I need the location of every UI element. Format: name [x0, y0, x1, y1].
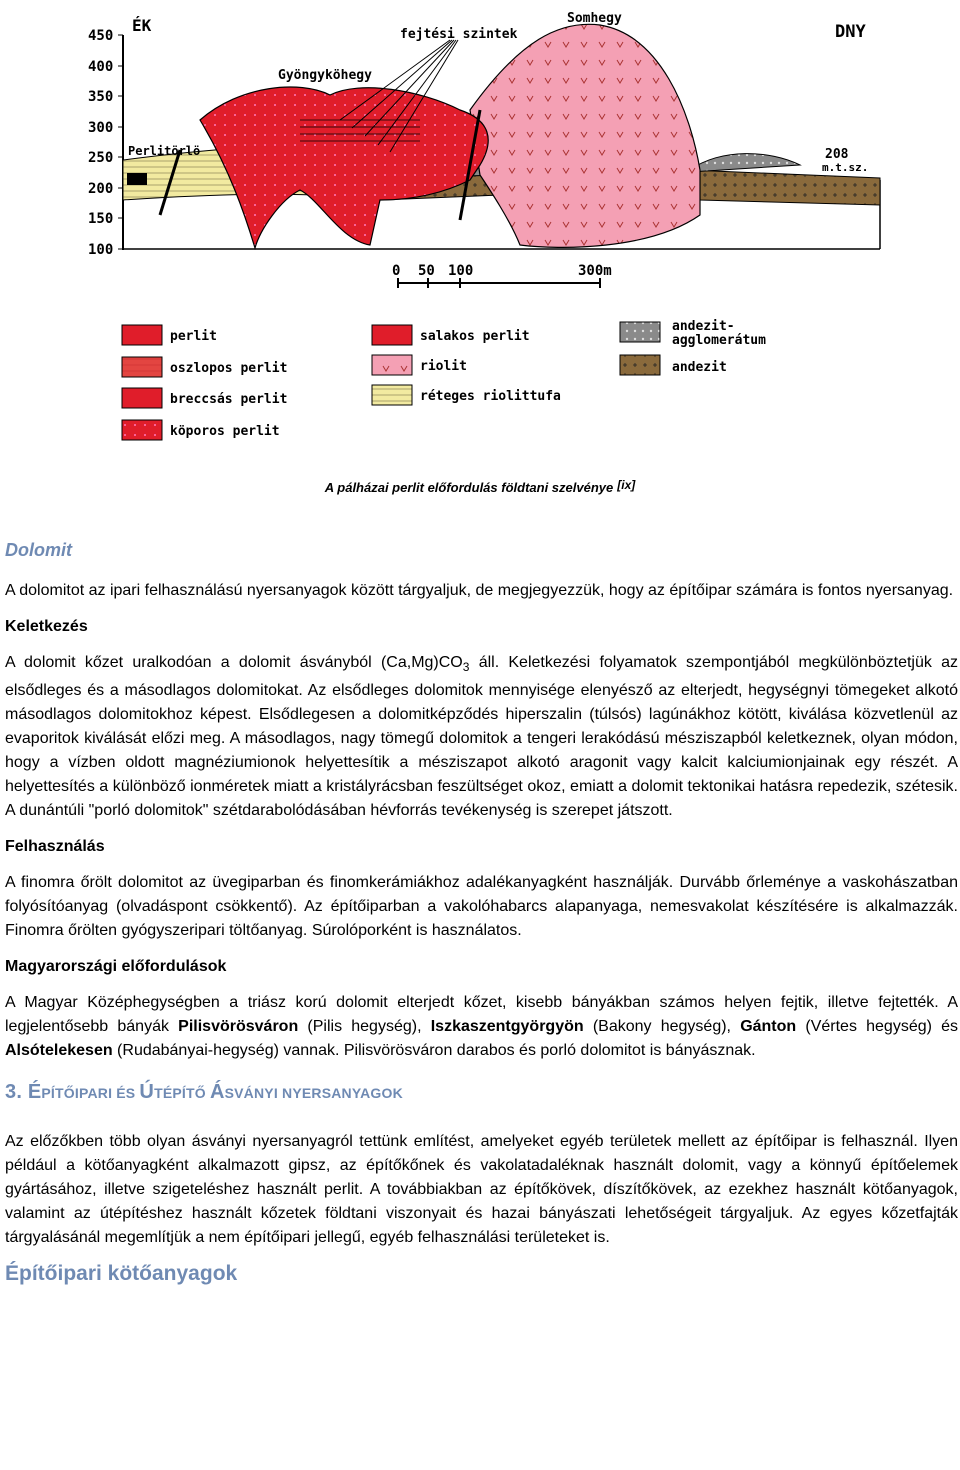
label-dny: DNY — [835, 22, 866, 42]
y-tick-350: 350 — [88, 89, 114, 105]
formula-subscript: 3 — [462, 660, 470, 675]
legend-perlit: perlit — [170, 329, 217, 344]
keletkezes-paragraph — [5, 651, 958, 823]
chapter-heading — [5, 1081, 958, 1104]
keletkezes-text-b: áll. Keletkezési folyamatok szempontjából megkülönböztetjük az elsődleges és a másodlagos dolomitokat. Az elsődleges dolomitok mennyisége elenyésző az elterjedt, hegységnyi tömegeket alkotó másodlagos dolomitokhoz képest. Elsődlegesen a dolomitképződés hiperszalin (túlsós) lagúnákhoz kötött, kiválása közvetlenül az evaporitok kiválását előzi meg. A másodlagos, nagy tömegű dolomitok a tengeri lerakódású mésziszapból keletkeznek, olyan módon, hogy a vízben oldott magnéziumionok helyettesítik a mésziszapot alkotó aragonit vagy kalcit kalciumionjainak egy részét. A helyettesítés a különböző ionméretek miatt a kristályrácsban feszültséget okoz, emiatt a dolomit tektonikai hatásra repedezik, szétesik. A dunántúli "porló dolomitok" szétdarabolódásában hévforrás tevékenység is szerepet játszott. — [5, 654, 959, 820]
caption-reference-link[interactable]: [ix] — [617, 478, 636, 492]
chapter-cap-3: Á — [209, 1081, 225, 1104]
legend-agglomeratum: agglomerátum — [672, 333, 766, 348]
section-title-dolomit: Dolomit — [5, 540, 72, 560]
elofordulasok-text-3: (Bakony hegység), — [583, 1018, 741, 1036]
chapter-rest-2: TÉPÍTŐ — [154, 1085, 210, 1102]
subheading-magyarorszagi-elofordulasok: Magyarországi előfordulások — [5, 958, 227, 976]
section-title-epitoipari-kotoanyagok: Építőipari kötőanyagok — [5, 1262, 238, 1286]
keletkezes-text-a: A dolomit kőzet uralkodóan a dolomit ásványból (Ca,Mg)CO — [5, 654, 463, 671]
label-perlitorlo: Perlitörlö — [128, 144, 201, 158]
place-ganton: Gánton — [740, 1018, 797, 1036]
legend-reteges-riolittufa: réteges riolittufa — [420, 389, 561, 404]
legend-riolit: riolit — [420, 359, 467, 374]
y-tick-100: 100 — [88, 242, 114, 258]
scale-50: 50 — [418, 263, 435, 279]
chapter-rest-1: PÍTŐIPARI ÉS — [41, 1085, 140, 1102]
label-ek: ÉK — [132, 16, 152, 35]
legend-breccsas-perlit: breccsás perlit — [170, 392, 288, 407]
geological-cross-section — [0, 0, 960, 460]
y-tick-400: 400 — [88, 59, 114, 75]
legend-koporos-perlit: köporos perlit — [170, 424, 280, 439]
place-alsotelekes: Alsótelekesen — [5, 1042, 113, 1060]
chapter-rest-3: SVÁNYI NYERSANYAGOK — [224, 1085, 403, 1102]
scale-100: 100 — [448, 263, 474, 279]
y-tick-200: 200 — [88, 181, 114, 197]
legend-andezit: andezit — [672, 360, 727, 375]
label-gyongykohegy: Gyöngyköhegy — [278, 68, 372, 83]
y-tick-150: 150 — [88, 211, 114, 227]
y-tick-250: 250 — [88, 150, 114, 166]
chapter-cap-1: É — [27, 1081, 42, 1104]
elofordulasok-text-4: (Vértes hegység) és — [796, 1018, 959, 1036]
scale-0: 0 — [392, 263, 401, 279]
figure-caption — [0, 478, 960, 495]
chapter-intro-paragraph: Az előzőkben több olyan ásványi nyersanyagról tettünk említést, amelyeket egyéb területek mellett az építőipar is felhasznál. Ilyen például a kötőanyagként alkalmazott gipsz, az építőkőnek és vakolatadaléknak használt dolomit, vagy a könnyű építőelemek gyártásához, illetve szigeteléshez használt perlit. A továbbiakban az építőkövek, díszítőkövek, az ezekhez használt kötőanyagok, valamint az útépítéshez használt kőzetek földtani viszonyait és hazai bányászati lehetőségeit tárgyaljuk. Az egyes kőzetfajták tárgyalásánál megemlítjük a nem építőipari jellegű, egyéb felhasználási területeket is. — [5, 1133, 958, 1247]
y-tick-300: 300 — [88, 120, 114, 136]
subheading-keletkezes: Keletkezés — [5, 618, 88, 635]
elofordulasok-paragraph — [5, 991, 958, 1063]
legend-andezit-dash: andezit- — [672, 319, 735, 334]
felhasznalas-paragraph: A finomra őrölt dolomitot az üvegiparban és finomkerámiákhoz adalékanyagként használják. Durvább őrleménye a vaskohászatban folyósítóanyag (olvadáspont csökkentő). Az építőiparban a vakolóhabarcs alapanyaga, nemesvakolat készítésére is alkalmazzák. Finomra őrölten gyógyszeripari töltőanyag. Súrolóporként is használatos. — [5, 874, 958, 940]
elofordulasok-text-5: (Rudabányai-hegység) vannak. Pilisvörösváron darabos és porló dolomitot is bányásznak. — [112, 1042, 756, 1060]
elofordulasok-text-1: A Magyar Középhegységben a triász korú dolomit elterjedt kőzet, kisebb bányákban számos helyen fejtik, illetve fejtették. A legjelentősebb bányák — [5, 994, 958, 1036]
chapter-number: 3. — [5, 1081, 28, 1104]
place-pilisvorosvar: Pilisvörösváron — [178, 1018, 299, 1036]
elofordulasok-text-2: (Pilis hegység), — [298, 1018, 431, 1036]
legend — [122, 319, 766, 440]
label-mtsz: m.t.sz. — [822, 161, 869, 174]
label-somhegy: Somhegy — [567, 11, 622, 26]
legend-salakos-perlit: salakos perlit — [420, 329, 530, 344]
scale-300m: 300m — [578, 263, 612, 279]
y-axis-ticks — [88, 28, 113, 258]
article-body — [5, 540, 958, 1286]
place-iszkaszentgyorgy: Iszkaszentgyörgyön — [430, 1018, 584, 1036]
subheading-felhasznalas: Felhasználás — [5, 838, 105, 856]
scale-bar — [392, 263, 612, 288]
chapter-cap-2: Ú — [139, 1081, 155, 1104]
y-tick-450: 450 — [88, 28, 114, 44]
label-208: 208 — [825, 147, 849, 162]
legend-oszlopos-perlit: oszlopos perlit — [170, 361, 288, 376]
caption-text: A pálházai perlit előfordulás földtani szelvénye — [324, 480, 614, 495]
label-fejtesi-szintek: fejtési szintek — [400, 27, 518, 42]
dolomit-intro-paragraph: A dolomitot az ipari felhasználású nyersanyagok között tárgyaljuk, de megjegyezzük, hogy az építőipar számára is fontos nyersanyag. — [5, 582, 954, 599]
